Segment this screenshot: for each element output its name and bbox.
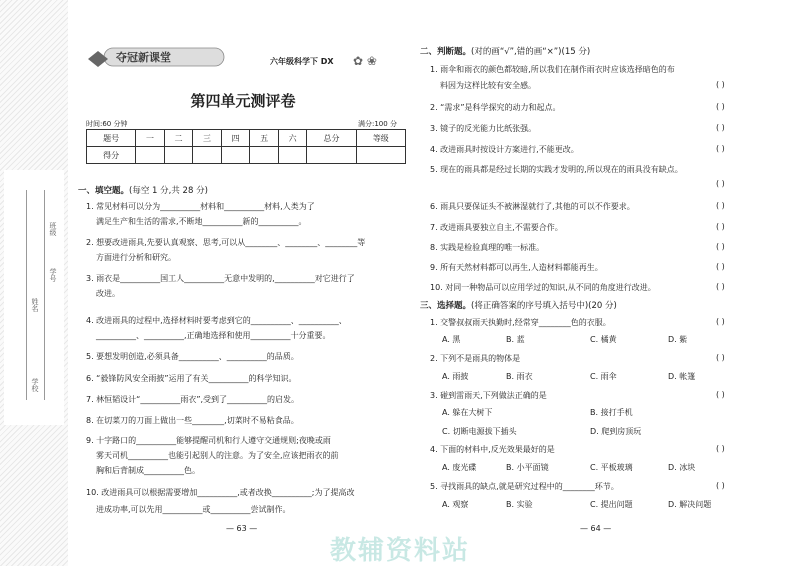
answer-paren[interactable]: ( ) (716, 262, 725, 271)
score-cell[interactable] (250, 147, 279, 164)
score-cell[interactable] (193, 147, 222, 164)
question-1-line1: 1. 常见材料可以分为__________材料和__________材料,人类为了 (86, 202, 315, 211)
answer-paren[interactable]: ( ) (716, 444, 725, 453)
score-row-label: 得分 (87, 147, 136, 164)
choice-5: 5. 寻找雨具的缺点,就是研究过程中的________环节。 (430, 482, 619, 491)
page-number: — 63 — (226, 524, 258, 533)
score-header: 等级 (356, 130, 405, 147)
score-header: 题号 (87, 130, 136, 147)
judge-5: 5. 现在的雨具都是经过长期的实践才发明的,所以现在的雨具没有缺点。 (430, 165, 683, 174)
judge-7: 7. 改进雨具要独立自主,不需要合作。 (430, 223, 563, 232)
score-header: 六 (278, 130, 307, 147)
question-2-line2: 方面进行分析和研究。 (96, 253, 176, 262)
option[interactable]: D. 解决问题 (668, 500, 712, 509)
question-7: 7. 林恒韬设计“__________雨衣”,受到了__________的启发。 (86, 395, 300, 404)
question-9-line1: 9. 十字路口的__________能够提醒司机和行人遵守交通规则;夜晚或雨 (86, 436, 331, 445)
question-3-line2: 改进。 (96, 289, 120, 298)
answer-paren[interactable]: ( ) (716, 481, 725, 490)
answer-paren[interactable]: ( ) (716, 242, 725, 251)
binding-line (26, 190, 27, 400)
option[interactable]: B. 实验 (506, 500, 533, 509)
question-2-line1: 2. 想要改进雨具,先要认真观察、思考,可以从________、________、________等 (86, 238, 366, 247)
question-10-line2: 进成功率,可以先用__________或__________尝试制作。 (96, 505, 291, 514)
option[interactable]: A. 观察 (442, 500, 469, 509)
question-4-line2: __________、__________,正确地选择和使用__________十分重要。 (96, 331, 331, 340)
answer-paren[interactable]: ( ) (716, 222, 725, 231)
option[interactable]: A. 雨披 (442, 372, 469, 381)
question-8: 8. 在切菜刀的刀面上做出一些________,切菜时不易粘食品。 (86, 416, 299, 425)
answer-paren[interactable]: ( ) (716, 80, 725, 89)
score-header: 五 (250, 130, 279, 147)
score-cell[interactable] (307, 147, 356, 164)
question-9-line3: 胸和后背制成__________色。 (96, 466, 200, 475)
option[interactable]: B. 接打手机 (590, 408, 633, 417)
grade-label: 六年级科学下 DX (270, 57, 334, 66)
judge-2: 2. “需求”是科学探究的动力和起点。 (430, 103, 561, 112)
sidebar-label-school: 学校 (31, 378, 39, 392)
option[interactable]: C. 平板玻璃 (590, 463, 633, 472)
page-number: — 64 — (580, 524, 612, 533)
option[interactable]: D. 紫 (668, 335, 688, 344)
answer-paren[interactable]: ( ) (716, 317, 725, 326)
option[interactable]: B. 蓝 (506, 335, 525, 344)
answer-paren[interactable]: ( ) (716, 102, 725, 111)
option[interactable]: D. 帐篷 (668, 372, 696, 381)
judge-9: 9. 所有天然材料都可以再生,人造材料都能再生。 (430, 263, 603, 272)
judge-4: 4. 改进雨具时按设计方案进行,不能更改。 (430, 145, 579, 154)
score-header: 总分 (307, 130, 356, 147)
score-header: 三 (193, 130, 222, 147)
question-5: 5. 要想发明创造,必须具备__________、__________的品质。 (86, 352, 299, 361)
option[interactable]: A. 躲在大树下 (442, 408, 493, 417)
question-9-line2: 雾天司机__________也能引起别人的注意。为了安全,应该把雨衣的前 (96, 451, 339, 460)
judge-1-line1: 1. 雨伞和雨衣的颜色都较暗,所以我们在制作雨衣时应该选择暗色的布 (430, 65, 675, 74)
judge-3: 3. 镜子的反光能力比纸张强。 (430, 124, 537, 133)
sidebar-label-name: 姓名 (31, 298, 39, 312)
answer-paren[interactable]: ( ) (716, 282, 725, 291)
option[interactable]: B. 小平面镜 (506, 463, 549, 472)
section-choice-title: 三、选择题。(将正确答案的序号填入括号中)(20 分) (420, 301, 617, 311)
score-header: 四 (221, 130, 250, 147)
option[interactable]: A. 废光碟 (442, 463, 477, 472)
judge-10: 10. 对同一种物品可以应用学过的知识,从不同的角度进行改进。 (430, 283, 656, 292)
binding-line (44, 190, 45, 400)
watermark: 教辅资料站 (330, 536, 471, 566)
score-header: 二 (164, 130, 193, 147)
choice-1: 1. 交警叔叔雨天执勤时,经常穿________色的衣服。 (430, 318, 611, 327)
answer-paren[interactable]: ( ) (716, 179, 725, 188)
option[interactable]: C. 提出问题 (590, 500, 633, 509)
option[interactable]: C. 雨伞 (590, 372, 617, 381)
choice-3: 3. 碰到雷雨天,下列做法正确的是 (430, 391, 547, 400)
score-cell[interactable] (356, 147, 405, 164)
choice-4: 4. 下面的材料中,反光效果最好的是 (430, 445, 555, 454)
score-cell[interactable] (221, 147, 250, 164)
page-title: 第四单元测评卷 (190, 92, 296, 110)
badge-text: 夺冠新课堂 (116, 51, 171, 64)
judge-6: 6. 雨具只要保证头不被淋湿就行了,其他的可以不作要求。 (430, 202, 635, 211)
sidebar-label-number: 学号 (49, 268, 57, 282)
option[interactable]: D. 冰块 (668, 463, 696, 472)
section-fill-title: 一、填空题。(每空 1 分,共 28 分) (78, 186, 208, 196)
answer-paren[interactable]: ( ) (716, 390, 725, 399)
answer-paren[interactable]: ( ) (716, 201, 725, 210)
judge-1-line2: 料因为这样比较有安全感。 (440, 81, 536, 90)
option[interactable]: C. 切断电源拔下插头 (442, 427, 517, 436)
question-3-line1: 3. 雨衣是__________国工人__________无意中发明的,__________对它进行了 (86, 274, 355, 283)
option[interactable]: D. 爬到房顶玩 (590, 427, 642, 436)
question-10-line1: 10. 改进雨具可以根据需要增加__________,或者改换__________;为了提高改 (86, 488, 355, 497)
option[interactable]: B. 雨衣 (506, 372, 533, 381)
section-judge-title: 二、判断题。(对的画“√”,错的画“×”)(15 分) (420, 47, 591, 57)
full-score-label: 满分:100 分 (358, 120, 397, 128)
option[interactable]: A. 黑 (442, 335, 461, 344)
score-header: 一 (136, 130, 165, 147)
score-cell[interactable] (278, 147, 307, 164)
score-cell[interactable] (136, 147, 165, 164)
time-label: 时间:60 分钟 (86, 120, 128, 128)
judge-8: 8. 实践是检验真理的唯一标准。 (430, 243, 545, 252)
score-table (86, 129, 406, 164)
answer-paren[interactable]: ( ) (716, 144, 725, 153)
score-cell[interactable] (164, 147, 193, 164)
question-1-line2: 满足生产和生活的需求,不断地__________新的__________。 (96, 217, 307, 226)
sidebar-label-class: 班级 (49, 222, 57, 236)
question-6: 6. “毅锋防风安全雨披”运用了有关__________的科学知识。 (86, 374, 297, 383)
option[interactable]: C. 橘黄 (590, 335, 617, 344)
answer-paren[interactable]: ( ) (716, 353, 725, 362)
leaf-icon: ✿ ❀ (353, 54, 377, 68)
answer-paren[interactable]: ( ) (716, 123, 725, 132)
choice-2: 2. 下列不是雨具的物体是 (430, 354, 521, 363)
question-4-line1: 4. 改进雨具的过程中,选择材料时要考虑到它的__________、__________、 (86, 316, 347, 325)
